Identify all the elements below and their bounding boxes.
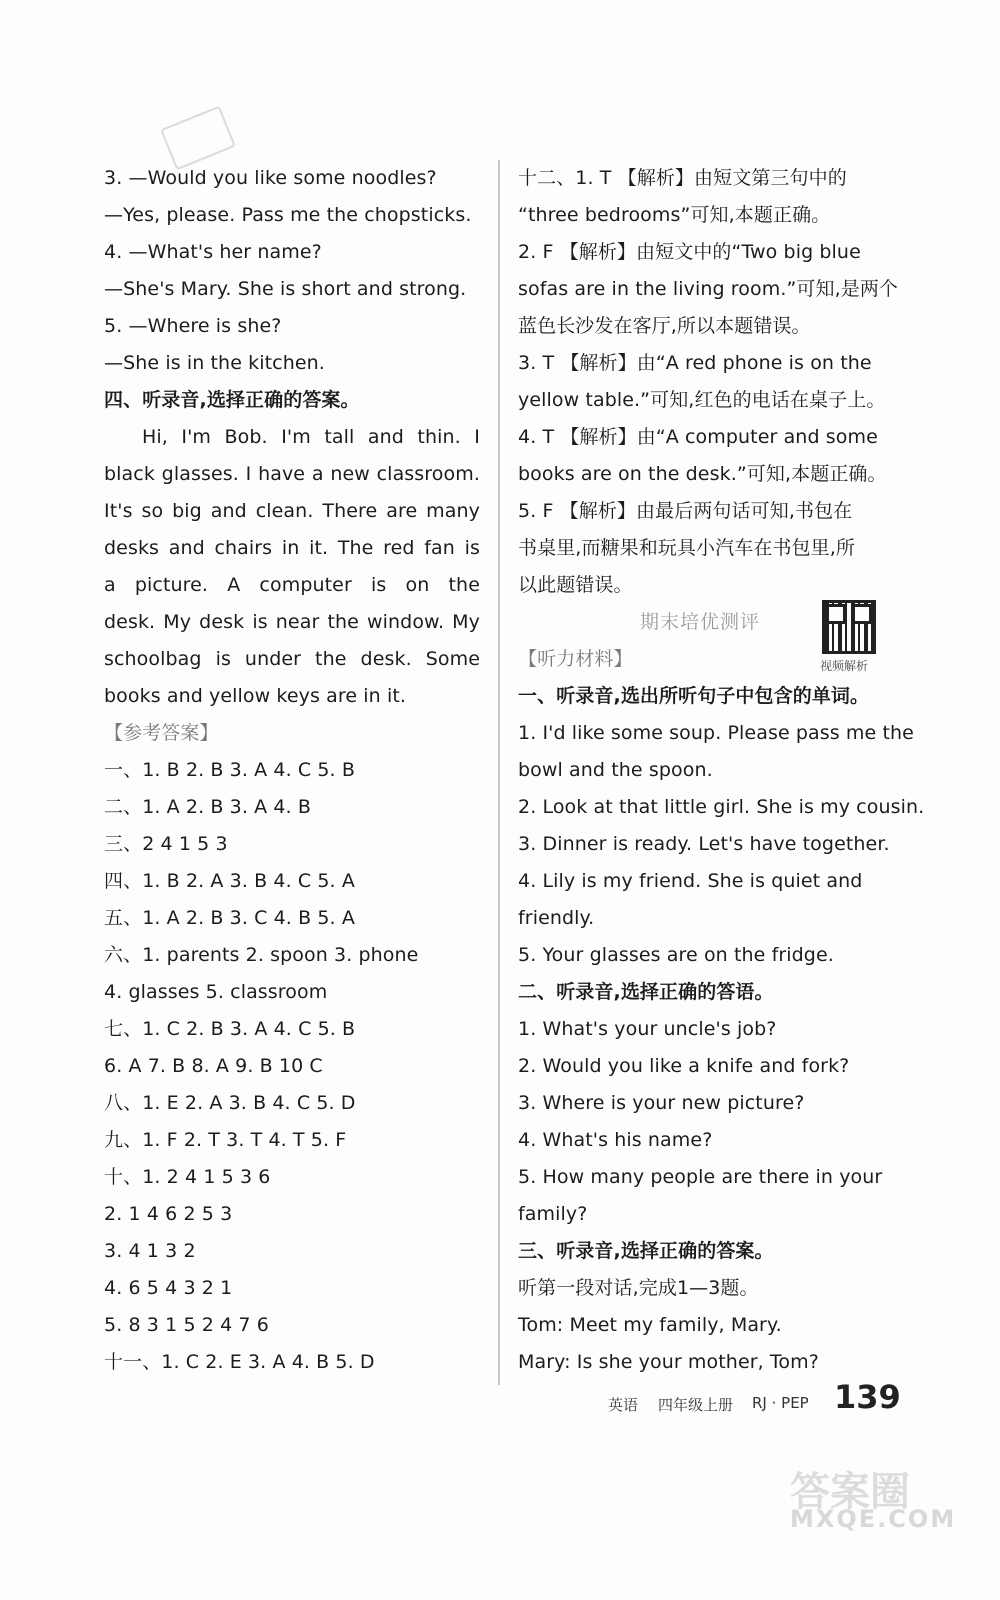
qr-label: 视频解析: [820, 659, 869, 673]
passage-line: It's so big and clean. There are many: [104, 500, 480, 522]
answer-line: 六、1. parents 2. spoon 3. phone: [104, 944, 419, 966]
section-heading: 三、听录音,选择正确的答案。: [518, 1240, 774, 1262]
answer-key-tag: 【参考答案】: [104, 722, 219, 744]
text-line: 2. Would you like a knife and fork?: [518, 1055, 850, 1077]
passage-line: books and yellow keys are in it.: [104, 685, 407, 707]
answer-line: 九、1. F 2. T 3. T 4. T 5. F: [104, 1129, 347, 1151]
text-line: 5. —Where is she?: [104, 315, 282, 337]
text-line: 5. Your glasses are on the fridge.: [518, 944, 834, 966]
text-line: 3. Dinner is ready. Let's have together.: [518, 833, 890, 855]
section-heading: 二、听录音,选择正确的答语。: [518, 981, 774, 1003]
section-heading: 一、听录音,选出所听句子中包含的单词。: [518, 685, 870, 707]
answer-line: 十、1. 2 4 1 5 3 6: [104, 1166, 271, 1188]
answer-line: 八、1. E 2. A 3. B 4. C 5. D: [104, 1092, 356, 1114]
answer-line: 三、2 4 1 5 3: [104, 833, 228, 855]
text-line: 3. —Would you like some noodles?: [104, 167, 437, 189]
passage-line: desks and chairs in it. The red fan is: [104, 537, 480, 559]
text-line: 1. What's your uncle's job?: [518, 1018, 777, 1040]
explanation-line: “three bedrooms”可知,本题正确。: [518, 204, 831, 226]
explanation-line: 4. T 【解析】由“A computer and some: [518, 426, 878, 448]
text-line: Mary: Is she your mother, Tom?: [518, 1351, 819, 1373]
footer-subject: 英语: [608, 1396, 639, 1414]
text-line: 4. Lily is my friend. She is quiet and: [518, 870, 863, 892]
passage-line: schoolbag is under the desk. Some: [104, 648, 480, 670]
answer-line: 一、1. B 2. B 3. A 4. C 5. B: [104, 759, 355, 781]
answer-line: 二、1. A 2. B 3. A 4. B: [104, 796, 311, 818]
answer-line: 十一、1. C 2. E 3. A 4. B 5. D: [104, 1351, 375, 1373]
passage-line: a picture. A computer is on the: [104, 574, 480, 596]
explanation-line: 2. F 【解析】由短文中的“Two big blue: [518, 241, 861, 263]
column-divider: [498, 160, 500, 1385]
footer-grade: 四年级上册: [658, 1396, 734, 1414]
answer-line: 3. 4 1 3 2: [104, 1240, 196, 1262]
explanation-line: sofas are in the living room.”可知,是两个: [518, 278, 899, 300]
text-line: Tom: Meet my family, Mary.: [518, 1314, 782, 1336]
explanation-line: books are on the desk.”可知,本题正确。: [518, 463, 887, 485]
explanation-line: 3. T 【解析】由“A red phone is on the: [518, 352, 872, 374]
section-heading: 四、听录音,选择正确的答案。: [104, 389, 360, 411]
text-line: 1. I'd like some soup. Please pass me the: [518, 722, 914, 744]
explanation-line: yellow table.”可知,红色的电话在桌子上。: [518, 389, 886, 411]
text-line: 3. Where is your new picture?: [518, 1092, 805, 1114]
passage-line: Hi, I'm Bob. I'm tall and thin. I: [142, 426, 480, 448]
explanation-line: 5. F 【解析】由最后两句话可知,书包在: [518, 500, 853, 522]
explanation-line: 十二、1. T 【解析】由短文第三句中的: [518, 167, 847, 189]
section-title: 期末培优测评: [640, 611, 761, 633]
text-line: family?: [518, 1203, 588, 1225]
answer-line: 4. glasses 5. classroom: [104, 981, 328, 1003]
footer-edition: RJ · PEP: [752, 1394, 809, 1412]
text-line: 听第一段对话,完成1—3题。: [518, 1277, 759, 1299]
answer-line: 4. 6 5 4 3 2 1: [104, 1277, 233, 1299]
watermark-logo: 答案圈: [790, 1469, 910, 1515]
watermark: MXQE.COM: [790, 1505, 957, 1533]
explanation-line: 以此题错误。: [518, 574, 633, 596]
text-line: friendly.: [518, 907, 595, 929]
text-line: —She is in the kitchen.: [104, 352, 325, 374]
answer-line: 6. A 7. B 8. A 9. B 10 C: [104, 1055, 323, 1077]
text-line: 5. How many people are there in your: [518, 1166, 883, 1188]
listening-material-tag: 【听力材料】: [518, 648, 633, 670]
text-line: bowl and the spoon.: [518, 759, 713, 781]
text-line: 4. What's his name?: [518, 1129, 713, 1151]
explanation-line: 蓝色长沙发在客厅,所以本题错误。: [518, 315, 811, 337]
text-line: 2. Look at that little girl. She is my cousin.: [518, 796, 925, 818]
qr-code-icon[interactable]: [822, 600, 876, 654]
passage-line: black glasses. I have a new classroom.: [104, 463, 480, 485]
text-line: —She's Mary. She is short and strong.: [104, 278, 467, 300]
passage-line: desk. My desk is near the window. My: [104, 611, 480, 633]
answer-line: 5. 8 3 1 5 2 4 7 6: [104, 1314, 269, 1336]
answer-line: 五、1. A 2. B 3. C 4. B 5. A: [104, 907, 355, 929]
answer-line: 四、1. B 2. A 3. B 4. C 5. A: [104, 870, 355, 892]
answer-line: 2. 1 4 6 2 5 3: [104, 1203, 233, 1225]
answer-line: 七、1. C 2. B 3. A 4. C 5. B: [104, 1018, 356, 1040]
text-line: —Yes, please. Pass me the chopsticks.: [104, 204, 472, 226]
page-number: 139: [834, 1378, 901, 1416]
text-line: 4. —What's her name?: [104, 241, 322, 263]
explanation-line: 书桌里,而糖果和玩具小汽车在书包里,所: [518, 537, 855, 559]
